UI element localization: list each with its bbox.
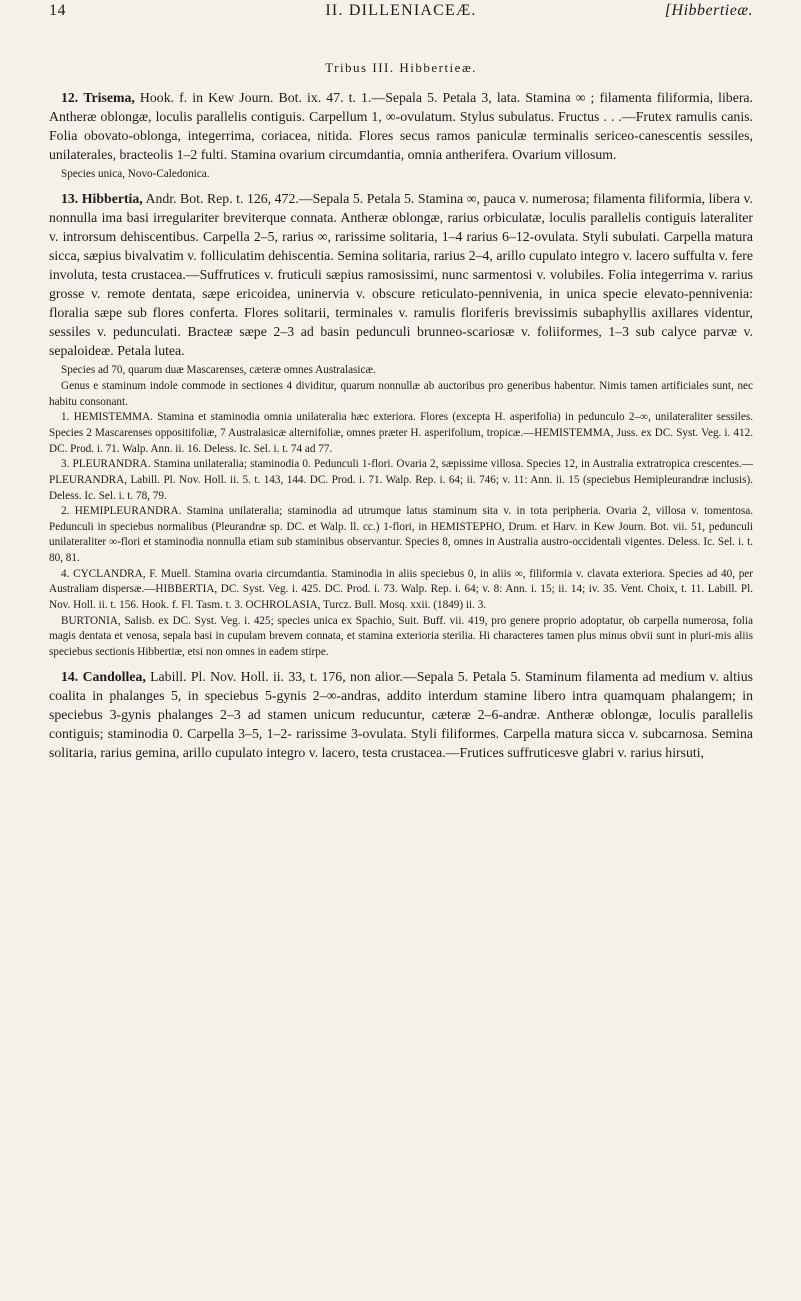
genus-name: Hibbertia, — [81, 190, 143, 206]
running-head — [49, 2, 753, 24]
genus-hibbertia — [49, 189, 753, 360]
running-head-title: II. DILLENIACEÆ. — [325, 2, 477, 19]
genus-candollea — [49, 667, 753, 762]
burtonia-note: BURTONIA, Salisb. ex DC. Syst. Veg. i. 425; species unica ex Spachio, Suit. Buff. vii. 419, pro genere proprio adoptatur, ob carpella numerosa, folia magis dentata et venosa, sepala basi in cupulam brevem connata, et stamina exterioria sterilia. Hi characteres tamen plus minus obvii sunt in pluri-mis aliis speciebus sectionis Hibbertiæ, etsi non omnes in eadem stirpe. — [49, 614, 753, 659]
genus-name: Candollea, — [82, 668, 146, 684]
genus-description: Labill. Pl. Nov. Holl. ii. 33, t. 176, non alior.—Sepala 5. Petala 5. Staminum filamenta ad medium v. altius coalita in phalanges 5, in speciebus 5-gynis 2–∞-andras, addito interdum stamine libero intra quamquam phalangem; in speciebus 3-gynis phalanges 2–3 ad stamen unicum reducuntur, cæteræ 2–6-andræ. Antheræ oblongæ, loculis parallelis contiguis; staminodia 0. Carpella 3–5, 1–2- rarissime 3-ovulata. Styli filiformes. Carpella matura sicca v. subcarnosa. Semina solitaria, rarius gemina, arillo cupulato integro v. lacero, testa crustacea.—Frutices suffruticesve glabri v. rarius hirsuti, — [49, 668, 754, 760]
page-body — [49, 60, 753, 762]
section-hemistemma: 1. HEMISTEMMA. Stamina et staminodia omnia unilateralia hæc exteriora. Flores (excepta H. asperifolia) in pedunculo 2–∞, unilateraliter sessiles. Species 2 Mascarenses oppositifoliæ, 7 Australasicæ alternifoliæ, omnes præter H. asperifolium, tropicæ.—HEMISTEMMA, Juss. ex DC. Syst. Veg. i. 412. DC. Prod. i. 71. Walp. Ann. ii. 16. Deless. Ic. Sel. i. t. 74 ad 77. — [49, 411, 753, 455]
genus-remark: Genus e staminum indole commode in sectiones 4 dividitur, quarum nonnullæ ab auctoribus pro generibus habentur. Nimis tamen artificiales sunt, nec habitu consonant. — [49, 379, 753, 408]
genus-name: Trisema, — [83, 90, 135, 105]
tribe-heading: Tribus III. Hibbertieæ. — [325, 60, 477, 75]
genus-trisema — [49, 88, 753, 164]
section-cyclandra: 4. CYCLANDRA, F. Muell. Stamina ovaria circumdantia. Staminodia in aliis speciebus 0, in aliis ∞, filiformia v. clavata exteriora. Species ad 40, per Australiam dispersæ.—HIBBERTIA, DC. Syst. Veg. i. 425. DC. Prod. i. 73. Walp. Rep. i. 64; v. 8: Ann. i. 15; ii. 14; iv. 35. Vent. Choix, t. 11. Labill. Pl. Nov. Holl. ii. t. 156. Hook. f. Fl. Tasm. t. 3. OCHROLASIA, Turcz. Bull. Mosq. xxii. (1849) ii. 3. — [49, 567, 753, 612]
running-head-tribe: [Hibbertieæ. — [664, 2, 753, 19]
species-note: Species ad 70, quarum duæ Mascarenses, cæteræ omnes Australasicæ. — [61, 364, 376, 377]
genus-number: 13. — [61, 190, 79, 206]
page-number: 14 — [49, 2, 66, 19]
section-hemipleurandra: 2. HEMIPLEURANDRA. Stamina unilateralia; staminodia ad utrumque latus staminum sita v. in tota peripheria. Ovaria 2, villosa v. tomentosa. Pedunculi in speciebus normalibus (Pleurandræ sp. DC. et Walp. ll. cc.) 1-flori, in HEMISTEPHO, Drum. et Harv. in Kew Journ. Bot. vii. 51, pedunculi unilateraliter ∞-flori et staminodia nonnulla etiam sub staminibus observantur. Species 8, omnes in Australia austro-occidentali vigentes. Deless. Ic. Sel. i. t. 80, 81. — [49, 505, 753, 565]
species-note: Species unica, Novo-Caledonica. — [61, 168, 210, 181]
section-pleurandra: 3. PLEURANDRA. Stamina unilateralia; staminodia 0. Pedunculi 1-flori. Ovaria 2, sæpissime villosa. Species 12, in Australia extratropica crescentes.—PLEURANDRA, Labill. Pl. Nov. Holl. ii. 5. t. 143, 144. DC. Prod. i. 71. Walp. Rep. i. 64; ii. 746; v. 11: Ann. ii. 15 (speciebus Hemipleurandræ inclusis). Deless. Ic. Sel. i. t. 78, 79. — [49, 458, 753, 502]
genus-number: 14. — [61, 668, 79, 684]
genus-description: Hook. f. in Kew Journ. Bot. ix. 47. t. 1.—Sepala 5. Petala 3, lata. Staminа ∞ ; filamenta filiformia, libera. Antheræ oblongæ, loculis parallelis contiguis. Carpellum 1, ∞-ovulatum. Stylus subulatus. Fructus . . .—Frutex ramulis canis. Folia obovato-oblonga, integerrima, coriacea, nitida. Flores secus ramos paniculæ terminalis sericeo-canescentis sessiles, unilaterales, bracteolis 1–2 fulti. Stamina ovarium circumdantia, omnia antherifera. Ovarium villosum. — [49, 90, 753, 163]
genus-number: 12. — [61, 90, 79, 105]
genus-description: Andr. Bot. Rep. t. 126, 472.—Sepala 5. Petala 5. Stamina ∞, pauca v. numerosa; filamenta filiformia, libera v. nonnulla ima basi irregulariter breviterque connata. Antheræ oblongæ, rarius orbiculatæ, loculis parallelis contiguis lateraliter v. introrsum dehiscentibus. Carpella 2–5, rarius ∞, rarissime solitaria, 1–4 rarius 6–12-ovulata. Styli subulati. Carpella matura sicca, sæpius bivalvatim v. folliculatim dehiscentia. Semina solitaria, rarius 2–4, arillo cupulato integro v. lacero suffulta v. fere involuta, testa crustacea.—Suffrutices v. fruticuli sæpius ramosissimi, nunc sarmentosi v. volubiles. Folia integerrima v. rarius grosse v. remote dentata, sæpe ericoidea, uninervia v. obscure reticulato-pennivenia, in unica specie elevato-pennivenia: floralia sæpe sub flores conferta. Flores solitarii, terminales v. ramulis floriferis brevissimis subaphyllis axillares videntur, sessiles v. pedunculati. Bracteæ sæpe 2–3 ad basin pedunculi brunneo-scariosæ v. foliiformes, 1–3 sub calyce parvæ v. sepaloideæ. Petala lutea. — [49, 190, 753, 359]
